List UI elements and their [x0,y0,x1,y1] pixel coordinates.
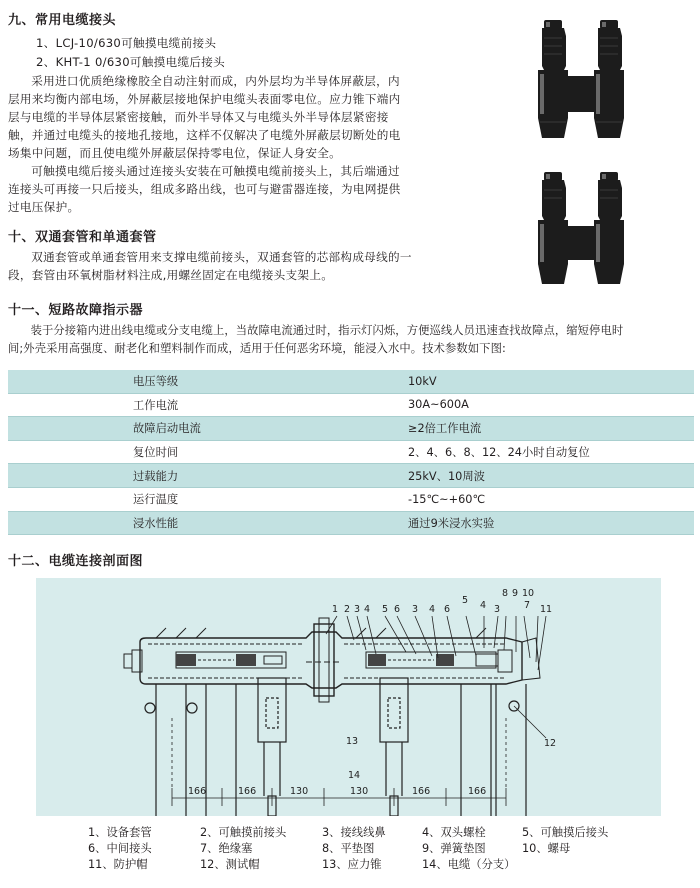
para-line: 采用进口优质绝缘橡胶全自动注射而成，内外层均为半导体屏蔽层，内 [31,74,400,88]
param-cell: 电压等级 [8,370,390,393]
para-line: 过电压保护。 [8,200,80,214]
dimension-166: 166 [412,786,431,797]
para-line: 场集中问题，而且使电缆外屏蔽层保持零电位，保证人身安全。 [8,146,342,160]
param-cell: 工作电流 [8,393,390,417]
section9-para2 [8,162,438,216]
front-connector-photo [522,170,642,288]
para-line: 层用来均衡内部电场，外屏蔽层接地保护电缆头表面零电位。应力锥下端内 [8,92,401,106]
label-3: 3 [354,604,361,615]
section12-title: 十二、电缆连接剖面图 [8,554,144,569]
table-row [8,440,694,464]
legend-item: 1、设备套管 [88,826,152,839]
value-cell: 10kV [390,370,694,393]
value-cell: ≥2倍工作电流 [390,417,694,441]
para-line: 层与电缆的半导体层紧密接触，而外半导体又与电缆头外半导体层紧密接 [8,110,389,124]
table-row [8,370,694,393]
para-line: 连接头可再接一只后接头，组成多路出线，也可与避雷器连接，为电网提供 [8,182,401,196]
legend-item: 9、弹簧垫图 [422,842,486,855]
value-cell: 25kV、10周波 [390,464,694,488]
section9-item2: 2、KHT-1 0/630可触摸电缆后接头 [36,55,226,69]
section10-para [8,248,448,284]
cross-section-diagram [36,578,661,816]
dimension-166: 166 [238,786,257,797]
label-8: 8 [502,588,509,599]
legend-item: 8、平垫图 [322,842,375,855]
table-row [8,487,694,511]
param-cell: 运行温度 [8,487,390,511]
legend-item: 12、测试帽 [200,858,260,871]
section11-para [8,322,698,358]
label-9: 9 [512,588,519,599]
table-row [8,417,694,441]
label-14: 14 [348,770,361,781]
label-4c: 4 [480,600,487,611]
legend-row [88,856,688,872]
label-12: 12 [544,738,557,749]
section11-title: 十一、短路故障指示器 [8,303,144,318]
legend-item: 10、螺母 [522,842,571,855]
dimension-166: 166 [188,786,207,797]
rear-connector-photo [522,18,642,140]
legend-item: 13、应力锥 [322,858,382,871]
para-line: 段，套管由环氧树脂材料注成,用螺丝固定在电缆接头支架上。 [8,268,334,282]
legend-item: 7、绝缘塞 [200,842,253,855]
label-10: 10 [522,588,535,599]
diagram-legend [88,824,688,872]
table-row [8,511,694,535]
param-cell: 浸水性能 [8,511,390,535]
dimension-130: 130 [290,786,309,797]
label-4: 4 [364,604,371,615]
label-3c: 3 [494,604,501,615]
param-cell: 过载能力 [8,464,390,488]
section10-title: 十、双通套管和单通套管 [8,230,157,245]
para-line: 可触摸电缆后接头通过连接头安装在可触摸电缆前接头上，其后端通过 [31,164,400,178]
table-row [8,393,694,417]
param-cell: 复位时间 [8,440,390,464]
legend-row [88,840,688,856]
label-7: 7 [524,600,531,611]
para-line: 双通套管或单通套管用来支撑电缆前接头，双通套管的芯部构成母线的一 [31,250,412,264]
label-6b: 6 [444,604,451,615]
label-13: 13 [346,736,359,747]
legend-item: 4、双头螺栓 [422,826,486,839]
value-cell: -15℃~+60℃ [390,487,694,511]
table-row [8,464,694,488]
cross-section-svg [36,578,661,816]
para-line: 间;外壳采用高强度、耐老化和塑料制作而成，适用于任何恶劣环境，能浸入水中。技术参数如下图: [8,342,506,355]
param-cell: 故障启动电流 [8,417,390,441]
section9-para1 [8,72,438,162]
legend-item: 11、防护帽 [88,858,148,871]
para-line: 触，并通过电缆头的接地孔接地，这样不仅解决了电缆外屏蔽层切断处的电 [8,128,401,142]
label-1: 1 [332,604,339,615]
label-6: 6 [394,604,401,615]
legend-item: 14、电缆（分支） [422,858,516,871]
dimension-166: 166 [468,786,487,797]
value-cell: 30A~600A [390,393,694,417]
label-5b: 5 [462,595,469,606]
label-3b: 3 [412,604,419,615]
legend-item: 2、可触摸前接头 [200,826,287,839]
value-cell: 通过9米浸水实验 [390,511,694,535]
legend-item: 3、接线线鼻 [322,826,386,839]
dimension-130: 130 [350,786,369,797]
label-4b: 4 [429,604,436,615]
para-line: 装于分接箱内进出线电缆或分支电缆上，当故障电流通过时，指示灯闪烁，方便巡线人员迅速查找故障点，缩短停电时 [30,324,624,337]
section9-title: 九、常用电缆接头 [8,13,117,28]
legend-item: 6、中间接头 [88,842,152,855]
spec-table [8,370,694,535]
value-cell: 2、4、6、8、12、24小时自动复位 [390,440,694,464]
label-2: 2 [344,604,351,615]
section9-item1: 1、LCJ-10/630可触摸电缆前接头 [36,36,217,50]
legend-item: 5、可触摸后接头 [522,826,609,839]
label-5: 5 [382,604,389,615]
legend-row [88,824,688,840]
label-11: 11 [540,604,553,615]
